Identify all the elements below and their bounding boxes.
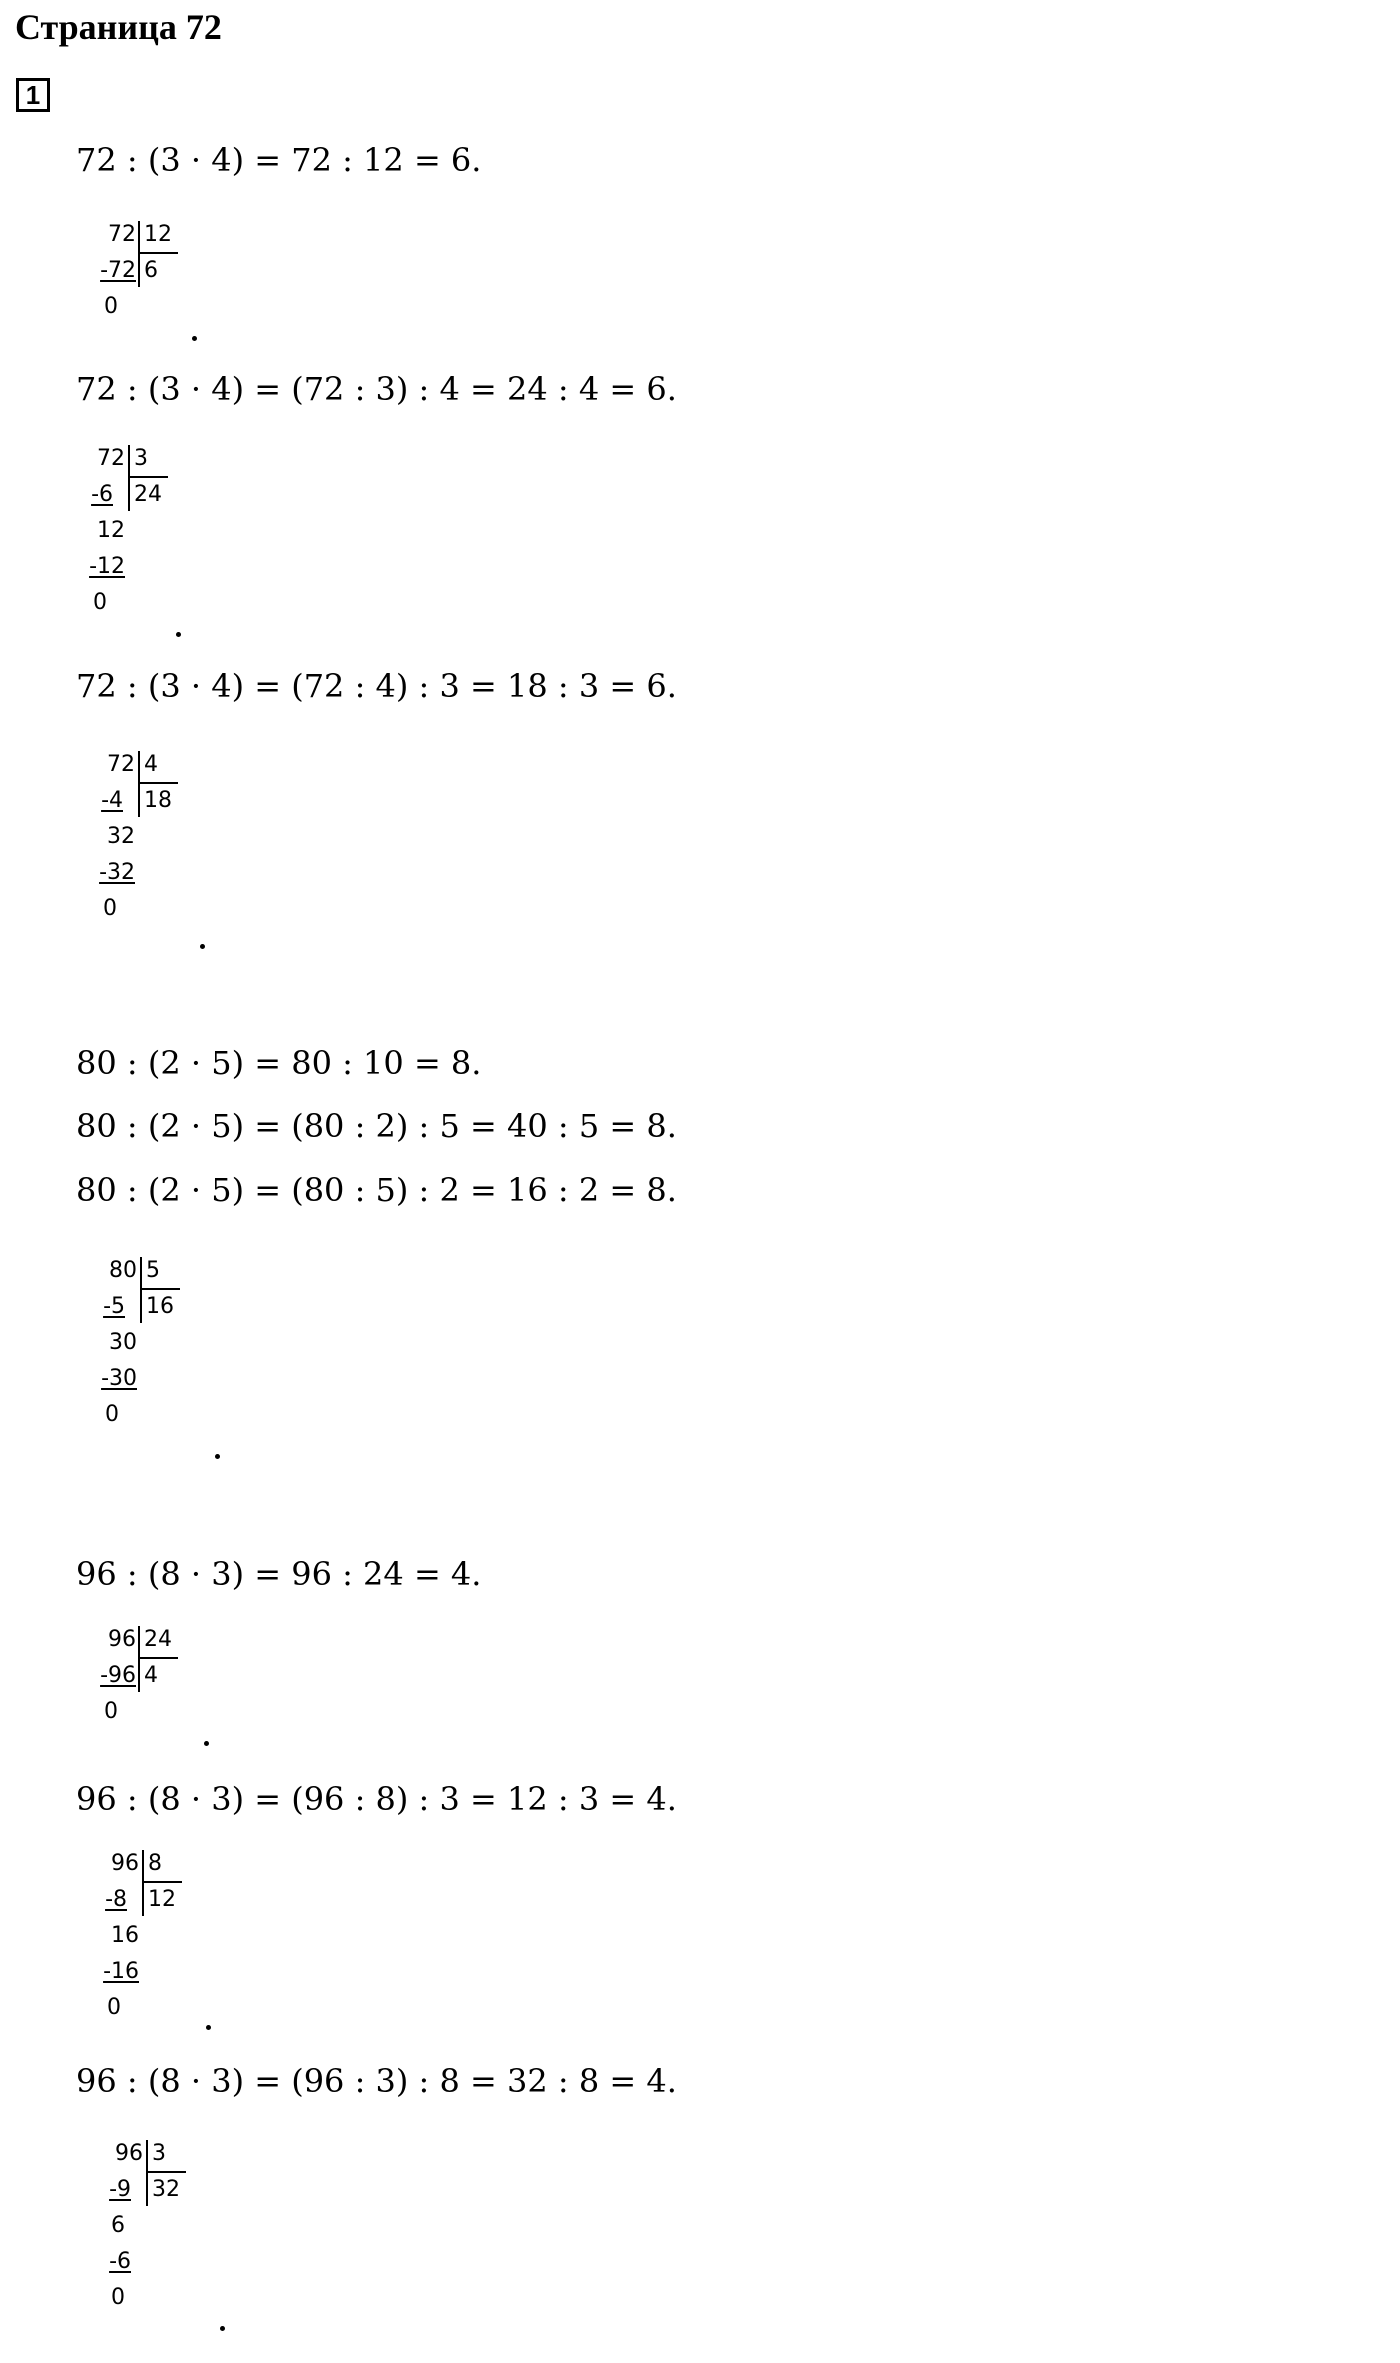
partial-dividend: 12 [97, 518, 125, 543]
divisor: 8 [148, 1851, 162, 1876]
subtrahend: -16 [103, 1959, 139, 1984]
subtrahend: -9 [109, 2177, 131, 2202]
dividend: 72 [108, 222, 136, 247]
dividend: 80 [109, 1258, 137, 1283]
partial-dividend: 16 [111, 1923, 139, 1948]
subtrahend: -6 [91, 482, 113, 507]
equation-line: 96 : (8 · 3) = 96 : 24 = 4. [76, 1555, 482, 1593]
dividend: 72 [107, 752, 135, 777]
partial-dividend: 6 [111, 2213, 125, 2238]
subtrahend: -32 [99, 860, 135, 885]
equation-line: 72 : (3 · 4) = (72 : 3) : 4 = 24 : 4 = 6. [76, 370, 677, 408]
quotient: 32 [152, 2177, 180, 2202]
subtrahend: -4 [101, 788, 123, 813]
subtrahend: -12 [89, 554, 125, 579]
subtrahend: -96 [100, 1663, 136, 1688]
period-mark [192, 336, 197, 341]
long-division [88, 1622, 338, 1742]
partial-dividend: 30 [109, 1330, 137, 1355]
quotient: 4 [144, 1663, 158, 1688]
divisor: 12 [144, 222, 172, 247]
dividend: 96 [108, 1627, 136, 1652]
subtrahend: -30 [101, 1366, 137, 1391]
remainder: 0 [103, 896, 117, 921]
divisor: 3 [152, 2141, 166, 2166]
partial-dividend: 32 [107, 824, 135, 849]
long-division [80, 441, 330, 631]
equation-line: 80 : (2 · 5) = (80 : 2) : 5 = 40 : 5 = 8. [76, 1107, 677, 1145]
equation-line: 80 : (2 · 5) = 80 : 10 = 8. [76, 1044, 482, 1082]
divisor: 4 [144, 752, 158, 777]
quotient: 18 [144, 788, 172, 813]
divisor: 24 [144, 1627, 172, 1652]
period-mark [215, 1454, 220, 1459]
subtrahend: -72 [100, 258, 136, 283]
period-mark [200, 944, 205, 949]
dividend: 96 [115, 2141, 143, 2166]
remainder: 0 [105, 1402, 119, 1427]
equation-line: 72 : (3 · 4) = (72 : 4) : 3 = 18 : 3 = 6. [76, 667, 677, 705]
divisor: 3 [134, 446, 148, 471]
period-mark [220, 2326, 225, 2331]
subtrahend: -6 [109, 2249, 131, 2274]
equation-line: 96 : (8 · 3) = (96 : 3) : 8 = 32 : 8 = 4. [76, 2062, 677, 2100]
subtrahend: -8 [105, 1887, 127, 1912]
equation-line: 96 : (8 · 3) = (96 : 8) : 3 = 12 : 3 = 4. [76, 1780, 677, 1818]
quotient: 12 [148, 1887, 176, 1912]
dividend: 72 [97, 446, 125, 471]
remainder: 0 [104, 294, 118, 319]
quotient: 16 [146, 1294, 174, 1319]
period-mark [206, 2025, 211, 2030]
long-division [92, 1253, 342, 1443]
quotient: 24 [134, 482, 162, 507]
remainder: 0 [111, 2285, 125, 2310]
long-division [98, 2136, 348, 2326]
subtrahend: -5 [103, 1294, 125, 1319]
long-division [88, 217, 338, 337]
divisor: 5 [146, 1258, 160, 1283]
remainder: 0 [107, 1995, 121, 2020]
equation-line: 72 : (3 · 4) = 72 : 12 = 6. [76, 141, 482, 179]
quotient: 6 [144, 258, 158, 283]
dividend: 96 [111, 1851, 139, 1876]
remainder: 0 [104, 1699, 118, 1724]
task-number-badge: 1 [16, 78, 50, 112]
period-mark [176, 632, 181, 637]
long-division [94, 1846, 344, 2036]
equation-line: 80 : (2 · 5) = (80 : 5) : 2 = 16 : 2 = 8. [76, 1171, 677, 1209]
remainder: 0 [93, 590, 107, 615]
page-title: Страница 72 [15, 7, 222, 47]
long-division [90, 747, 340, 937]
period-mark [204, 1741, 209, 1746]
